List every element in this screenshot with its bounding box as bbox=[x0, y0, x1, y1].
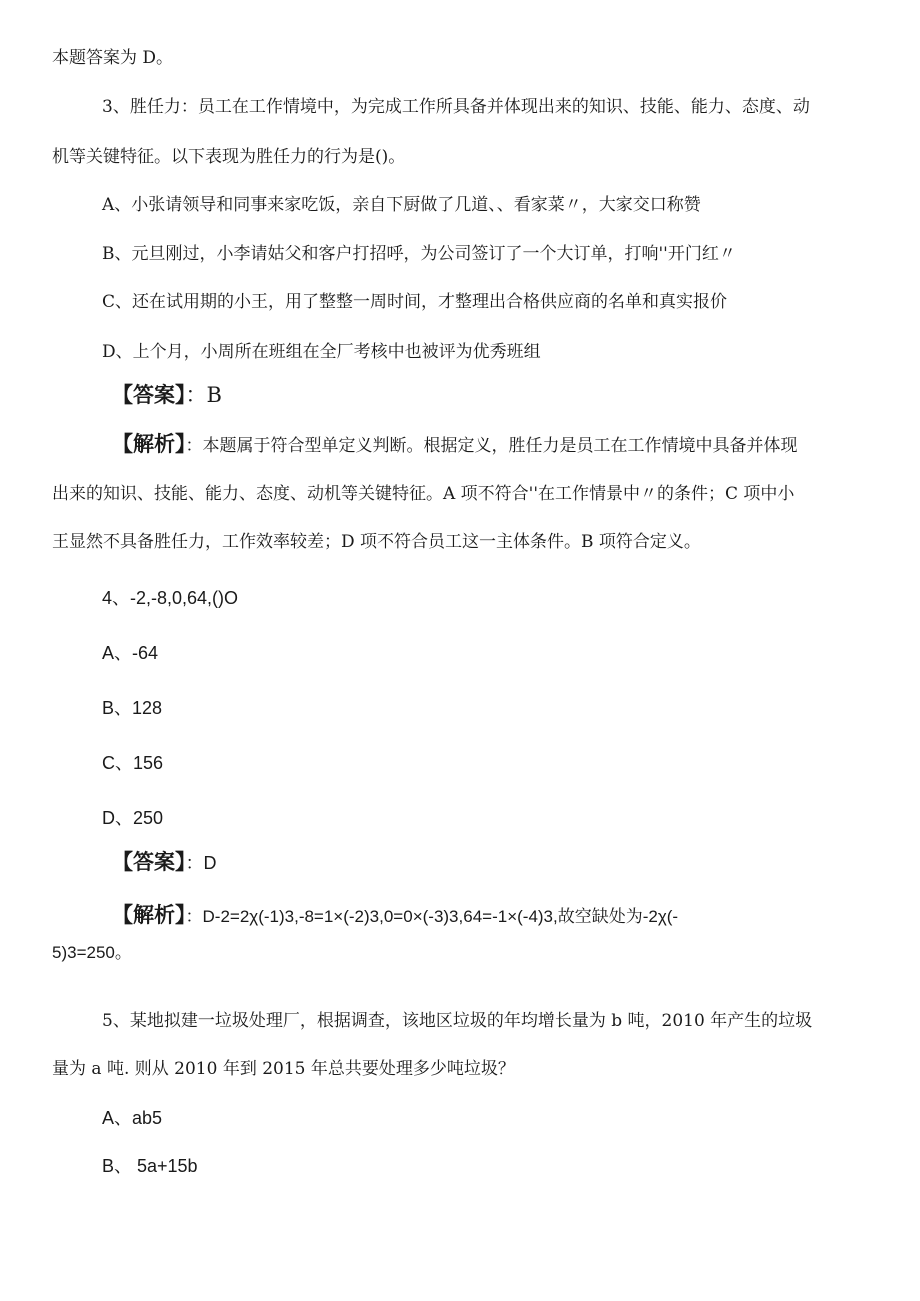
q3-analysis-label: 【解析】 bbox=[112, 432, 186, 456]
q3-option-a: A、小张请领导和同事来家吃饭，亲自下厨做了几道、、看家菜〃，大家交口称赞 bbox=[102, 195, 701, 215]
q4-option-d: D、250 bbox=[102, 808, 164, 828]
q4-answer-label: 【答案】 bbox=[112, 850, 186, 874]
q3-option-c: C、还在试用期的小王，用了整整一周时间，才整理出合格供应商的名单和真实报价 bbox=[102, 292, 728, 312]
q4-analysis-line-1 bbox=[112, 903, 678, 929]
q5-stem-line-1: 5、某地拟建一垃圾处理厂，根据调查，该地区垃圾的年均增长量为 b 吨，2010 年产生的垃圾 bbox=[102, 1011, 813, 1031]
q4-analysis-label: 【解析】 bbox=[112, 903, 186, 927]
q4-option-c: C、156 bbox=[102, 753, 164, 773]
q5-option-b: B、 5a+15b bbox=[102, 1156, 198, 1176]
q3-answer-value: ：B bbox=[185, 383, 222, 407]
q3-stem-line-1: 3、胜任力：员工在工作情境中，为完成工作所具备并体现出来的知识、技能、能力、态度、动 bbox=[102, 97, 810, 117]
q3-analysis-line-3: 王显然不具备胜任力，工作效率较差；D 项不符合员工这一主体条件。B 项符合定义。 bbox=[52, 532, 701, 552]
q4-option-a: A、-64 bbox=[102, 643, 159, 663]
q5-stem-line-2: 量为 a 吨. 则从 2010 年到 2015 年总共要处理多少吨垃圾？ bbox=[52, 1059, 515, 1079]
q4-option-b: B、128 bbox=[102, 698, 163, 718]
q3-option-b: B、元旦刚过，小李请姑父和客户打招呼，为公司签订了一个大订单，打响''开门红〃 bbox=[102, 244, 736, 264]
q4-answer bbox=[112, 850, 217, 876]
q3-stem-line-2: 机等关键特征。以下表现为胜任力的行为是()。 bbox=[52, 147, 406, 167]
q5-option-a: A、ab5 bbox=[102, 1108, 163, 1128]
q3-option-d: D、上个月，小周所在班组在全厂考核中也被评为优秀班组 bbox=[102, 342, 541, 362]
q3-analysis-line-2: 出来的知识、技能、能力、态度、动机等关键特征。A 项不符合''在工作情景中〃的条件；C 项中小 bbox=[52, 484, 795, 504]
q3-analysis-text-1: ：本题属于符合型单定义判断。根据定义，胜任力是员工在工作情境中具备并体现 bbox=[185, 436, 798, 456]
q4-analysis-line-2: 5)3=250。 bbox=[52, 943, 132, 962]
q4-answer-value: ：D bbox=[185, 853, 217, 873]
q3-answer bbox=[112, 383, 222, 409]
previous-answer-tail: 本题答案为 D。 bbox=[52, 48, 174, 68]
q3-analysis-line-1 bbox=[112, 432, 798, 458]
q4-analysis-text-1: ：D-2=2χ(-1)3,-8=1×(-2)3,0=0×(-3)3,64=-1×(-4)3,故空缺处为-2χ(- bbox=[185, 907, 679, 926]
q3-answer-label: 【答案】 bbox=[112, 383, 186, 407]
q4-stem: 4、-2,-8,0,64,()O bbox=[102, 588, 239, 608]
